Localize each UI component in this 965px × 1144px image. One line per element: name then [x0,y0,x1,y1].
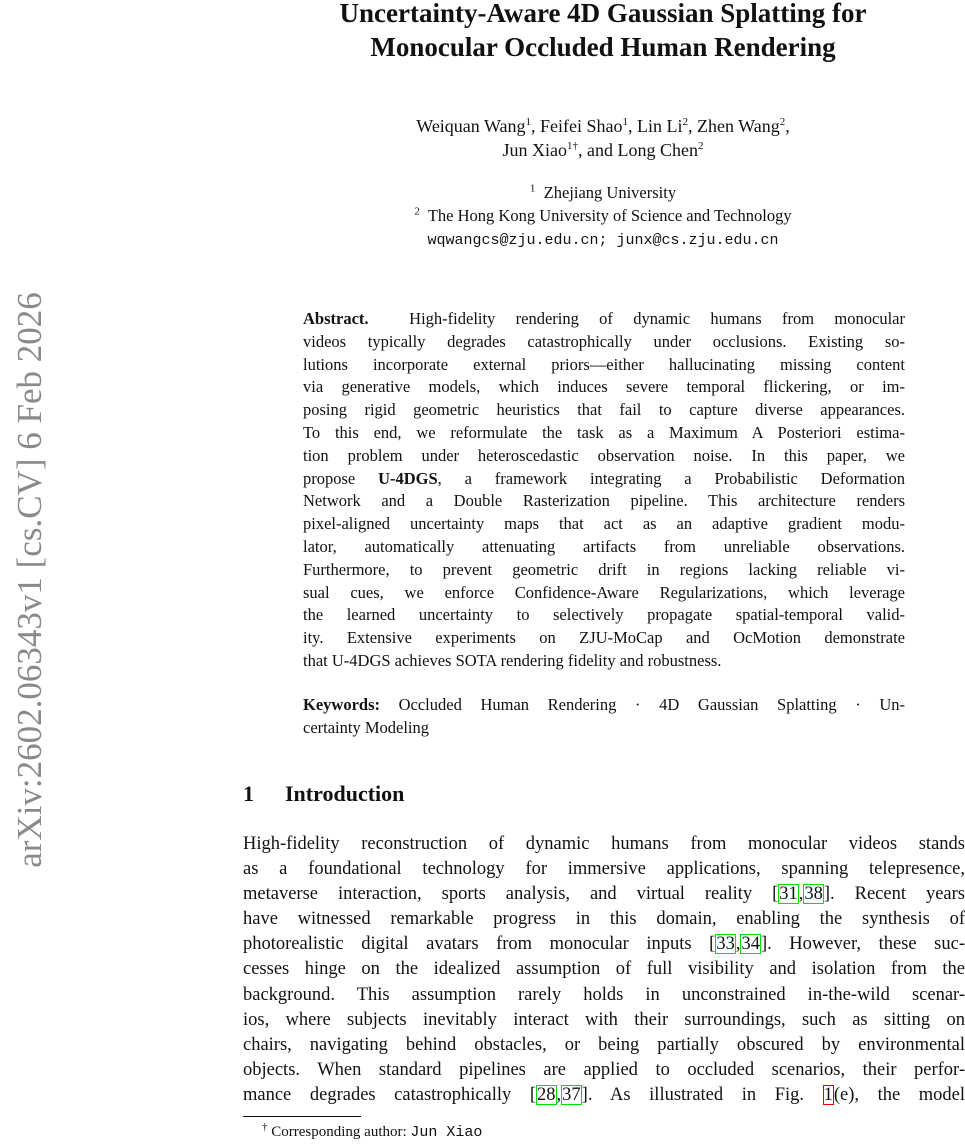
text-span: pixel-aligned uncertainty maps that act as an adaptive gradient modu- [303,514,905,534]
text-line [243,1033,965,1058]
text-line [303,604,905,627]
body-paragraph [243,832,965,1108]
text-span: (e), the model [833,1084,965,1105]
text-span: videos typically degrades catastrophically under occlusions. Existing so- [303,331,905,351]
author-name: Feifei Shao [540,116,623,136]
title-line: Monocular Occluded Human Rendering [370,32,836,62]
text-span: lutions incorporate external priors—either hallucinating missing content [303,354,905,374]
text-span: propose [303,468,379,488]
text-span: High-fidelity reconstruction of dynamic humans from monocular videos stands [243,834,965,854]
text-span: mance degrades catastrophically [ [243,1084,537,1105]
text-line [303,627,905,650]
affiliation [240,204,965,227]
author-affiliation-mark: 1 [622,116,629,128]
text-line [243,1083,965,1108]
text-span: the learned uncertainty to selectively propagate spatial-temporal valid- [303,605,905,625]
footnote-rule [243,1116,361,1117]
affiliation-mark: 2 [414,205,420,218]
author-name: Weiquan Wang [416,116,526,136]
section-title: Introduction [285,781,405,806]
text-span: To this end, we reformulate the task as a Maximum A Posteriori estima- [303,422,905,442]
text-span: , [798,884,804,905]
section-number: 1 [243,781,254,806]
author-name: and Long Chen [587,140,698,160]
footnote-mark: † [262,1121,268,1133]
text-span: metaverse interaction, sports analysis, and virtual reality [ [243,884,779,905]
footnote-author: Jun Xiao [410,1124,483,1141]
author-list [240,114,965,162]
abstract [303,308,905,673]
text-line [303,650,905,673]
text-line [243,983,965,1008]
text-line [303,331,905,354]
text-line [243,1008,965,1033]
text-line [303,399,905,422]
paper-title [240,0,965,64]
footnote-text: Corresponding author: [271,1124,411,1140]
figure-link[interactable]: 1 [823,1084,833,1105]
text-span: Network and a Double Rasterization pipeline. This architecture renders [303,491,905,511]
author-line: Jun Xiao$^{1\dagger}$, and Long Chen$^2$ [502,140,704,160]
text-span: High-fidelity rendering of dynamic humans from monocular [368,309,905,328]
bold-text: U-4DGS [378,468,438,488]
text-line [303,354,905,377]
author-name: Jun Xiao [502,140,567,160]
text-span: , a framework integrating a Probabilistic Deformation [437,468,905,488]
text-span: background. This assumption rarely holds in unconstrained in-the-wild scenar- [243,984,965,1005]
text-span: as a foundational technology for immersive applications, spanning telepresence, [243,859,965,880]
text-line [303,559,905,582]
text-span: Occluded Human Rendering · 4D Gaussian Splatting · Un- [380,695,905,714]
text-span: ity. Extensive experiments on ZJU-MoCap and OcMotion demonstrate [303,628,905,648]
text-line [243,907,965,932]
section-heading [243,781,404,807]
text-span: cesses hinge on the idealized assumption of full visibility and isolation from the [243,959,965,980]
affiliation-name: The Hong Kong University of Science and Technology [427,206,792,225]
text-line [243,932,965,957]
text-span: photorealistic digital avatars from monocular inputs [ [243,934,716,955]
text-line [243,882,965,907]
author-affiliation-mark: 2 [697,140,704,152]
text-line [303,717,905,740]
text-line [243,957,965,982]
citation-link[interactable]: 34 [741,934,760,955]
arxiv-stamp[interactable]: arXiv:2602.06343v1 [cs.CV] 6 Feb 2026 [10,292,49,868]
text-span: , [556,1084,562,1105]
keywords [303,694,905,740]
text-span: Furthermore, to prevent geometric drift in regions lacking reliable vi- [303,559,905,579]
author-affiliation-mark: 2 [682,116,689,128]
affiliation [240,181,965,204]
text-span: certainty Modeling [303,717,430,737]
text-span: ]. As illustrated in Fig. [581,1084,823,1105]
text-span: , [735,934,741,955]
citation-link[interactable]: 37 [562,1084,581,1105]
text-span: ]. However, these suc- [760,934,965,955]
text-line [303,308,905,331]
text-line [243,1058,965,1083]
text-span: tion problem under heteroscedastic observation noise. In this paper, we [303,445,905,465]
author-name: Lin Li [637,116,683,136]
author-affiliation-mark: 1† [567,140,578,152]
text-span: lator, automatically attenuating artifacts from unreliable observations. [303,536,905,556]
bold-text: Abstract. [303,309,369,328]
text-line [303,513,905,536]
text-line [303,490,905,513]
text-line [303,468,905,491]
text-line [303,422,905,445]
text-span: that U-4DGS achieves SOTA rendering fidelity and robustness. [303,650,722,670]
title-line: Uncertainty-Aware 4D Gaussian Splatting for [339,0,867,28]
affiliation-mark: 1 [529,182,536,195]
text-span: chairs, navigating behind obstacles, or being partially obscured by environmental [243,1034,965,1055]
text-line [303,694,905,717]
text-span: ios, where subjects inevitably interact with their surroundings, such as sitting on [243,1009,965,1030]
citation-link[interactable]: 33 [716,934,735,955]
author-affiliation-mark: 2 [779,116,786,128]
text-span: objects. When standard pipelines are applied to occluded scenarios, their perfor- [243,1059,965,1080]
author-name: Zhen Wang [697,116,780,136]
text-line [243,857,965,882]
text-span: sual cues, we enforce Confidence-Aware Regularizations, which leverage [303,582,905,602]
text-line [243,832,965,857]
text-line [303,582,905,605]
citation-link[interactable]: 38 [804,884,823,905]
citation-link[interactable]: 28 [537,1084,556,1105]
author-line: Weiquan Wang$^1$, Feifei Shao$^1$, Lin Li$^2$, Zhen Wang$^2$, [416,116,790,136]
citation-link[interactable]: 31 [779,884,798,905]
footnote [262,1121,483,1141]
author-affiliation-mark: 1 [525,116,532,128]
bold-text: Keywords: [303,695,380,714]
text-line [303,536,905,559]
email-addresses: wqwangcs@zju.edu.cn; junx@cs.zju.edu.cn [427,232,779,249]
text-span: via generative models, which induces severe temporal flickering, or im- [303,377,905,397]
text-line [303,445,905,468]
text-span: posing rigid geometric heuristics that fail to capture diverse appearances. [303,400,905,420]
affiliation-name: Zhejiang University [543,183,677,202]
text-line [303,376,905,399]
text-span: ]. Recent years [823,884,965,905]
text-span: have witnessed remarkable progress in this domain, enabling the synthesis of [243,909,965,930]
